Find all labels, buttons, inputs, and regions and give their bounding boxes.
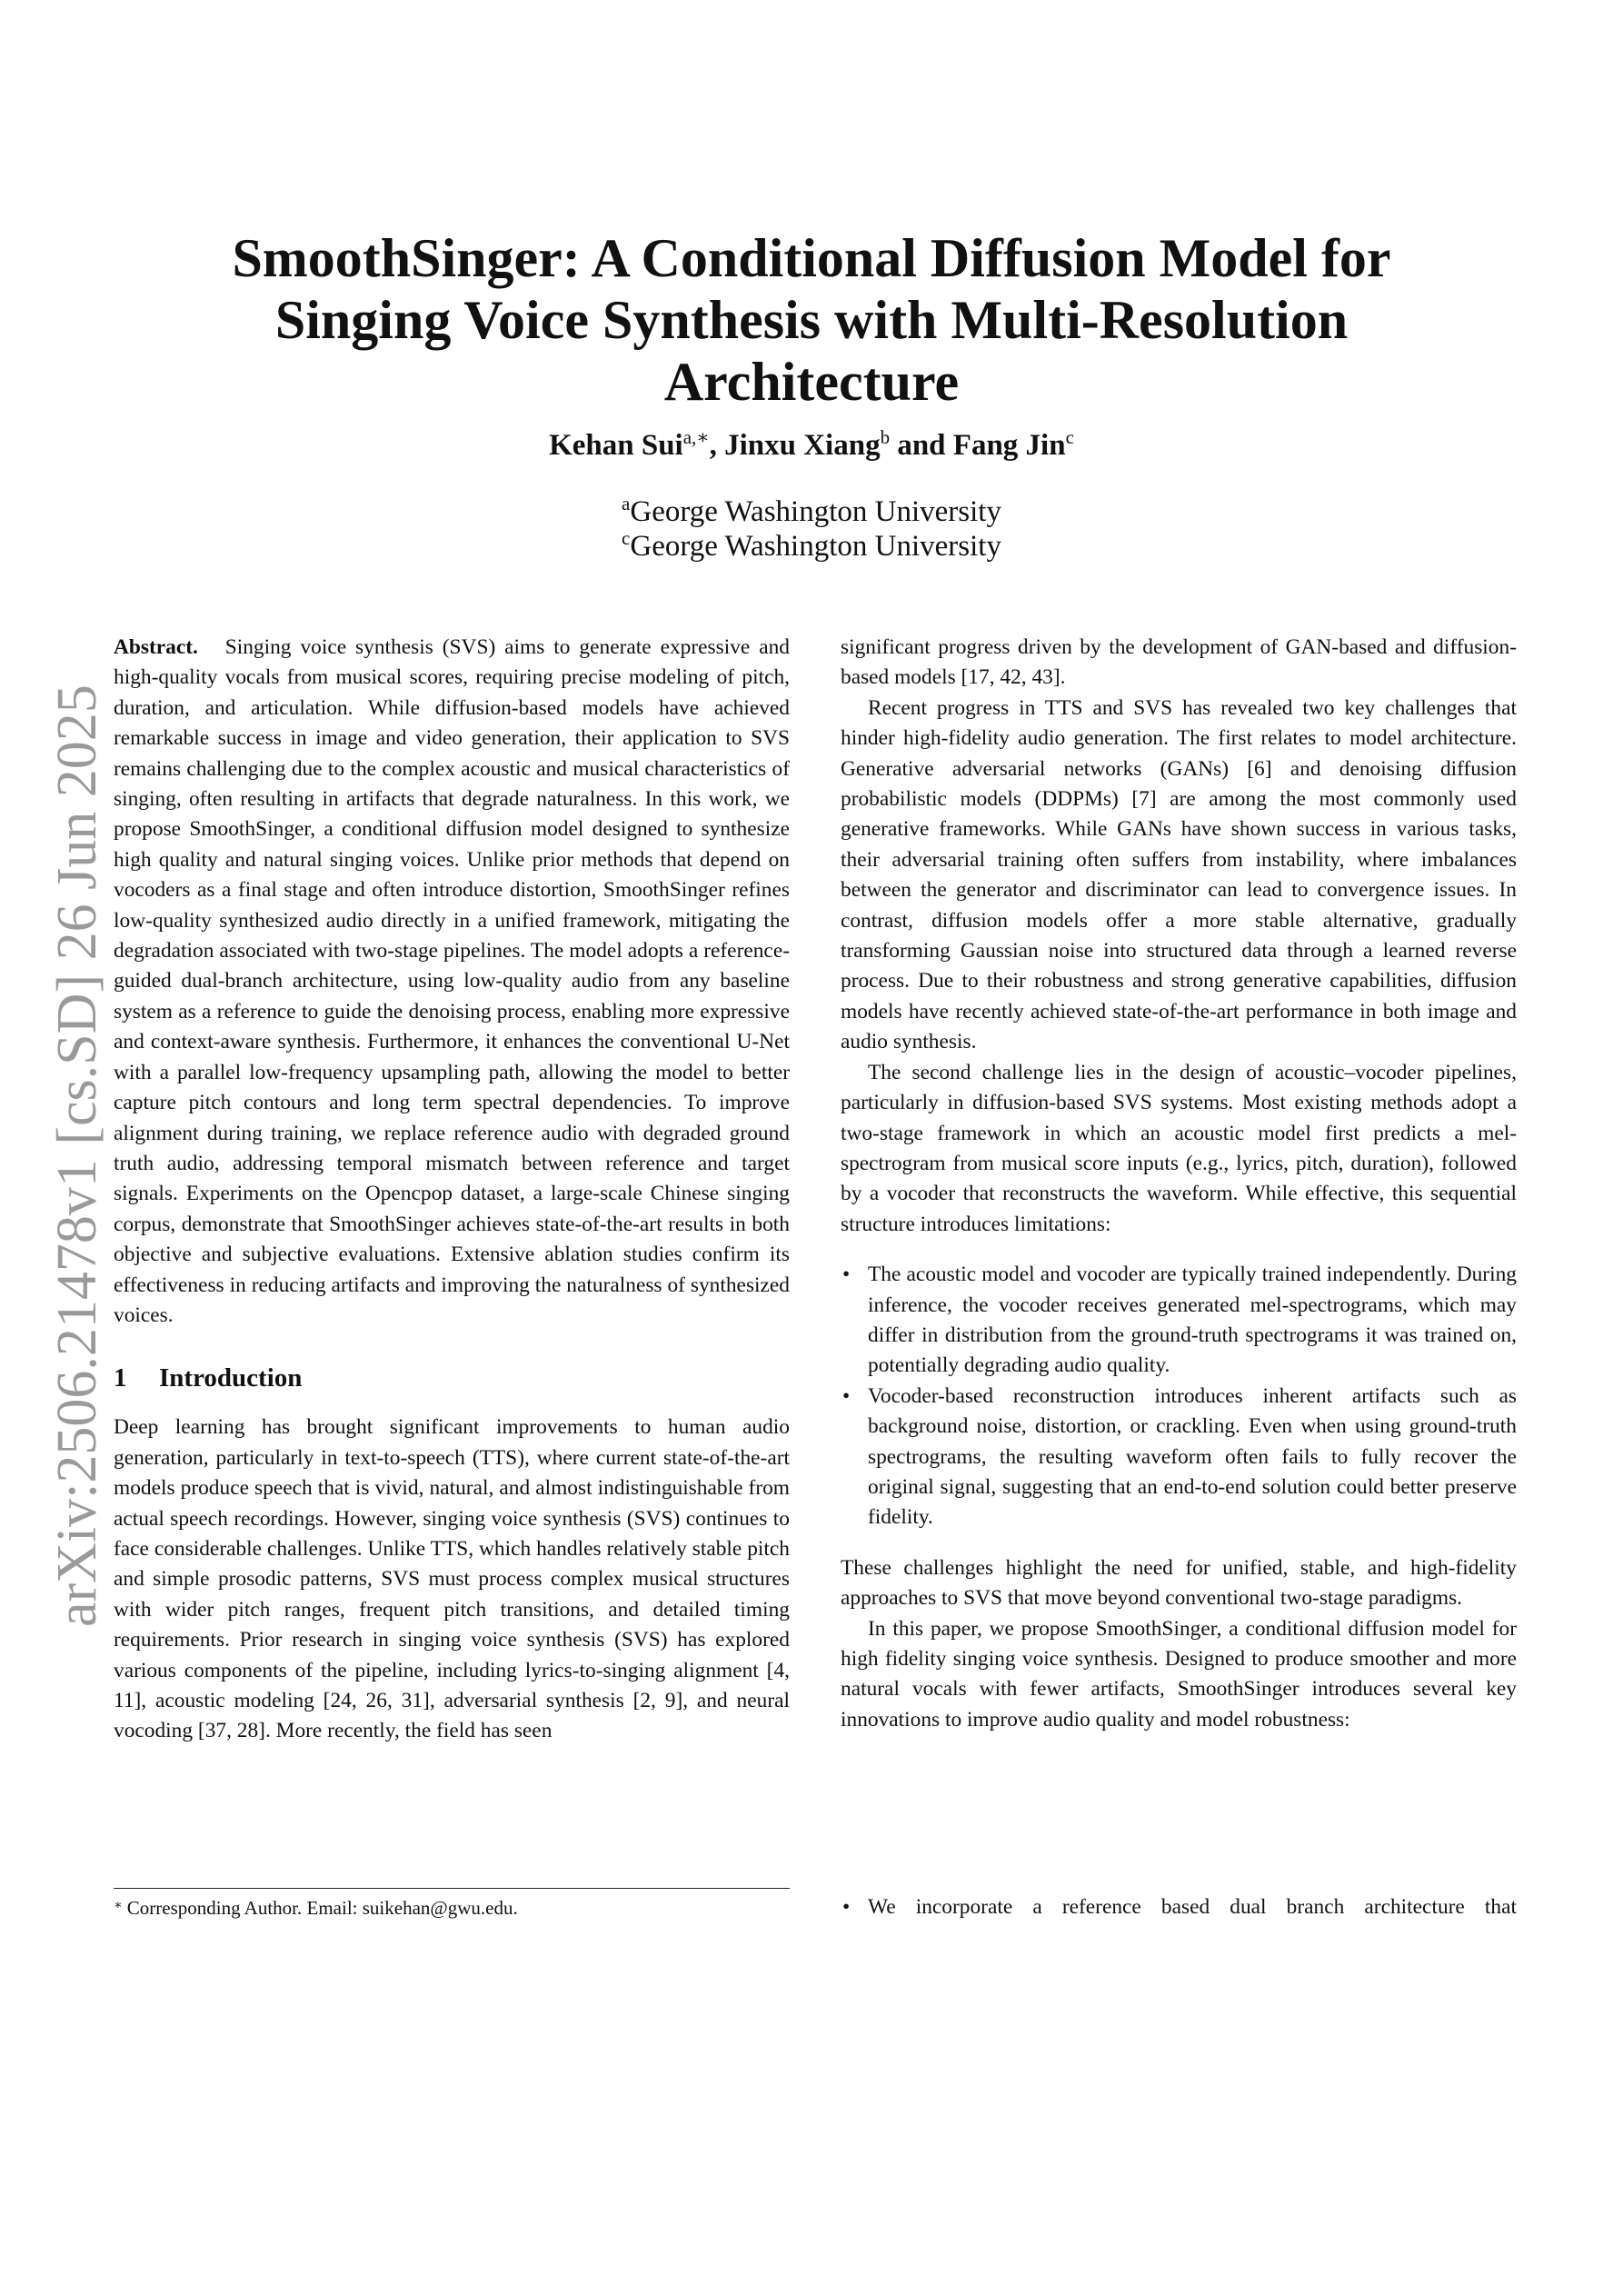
left-column	[114, 633, 790, 1747]
author-separator: ,	[709, 429, 725, 462]
bullet-list	[841, 1260, 1517, 1533]
bullet-item	[841, 1260, 1517, 1382]
bullet-icon: •	[842, 1895, 851, 1919]
bullet-text: The acoustic model and vocoder are typically trained independently. During inference, the vocoder receives generated mel-spectrograms, which may differ in distribution from the ground-truth spectrograms it was trained on, potentially degrading audio quality.	[868, 1263, 1517, 1378]
affiliation	[127, 494, 1496, 529]
bullet-text: Vocoder-based reconstruction introduces inherent artifacts such as background noise, distortion, or crackling. Even when using ground-truth spectrograms, the resulting waveform often fails to fully recover the original signal, suggesting that an end-to-end solution could better preserve fidelity.	[868, 1383, 1517, 1530]
abstract-label: Abstract.	[114, 635, 198, 659]
paragraph: These challenges highlight the need for unified, stable, and high-fidelity approaches to SVS that move beyond conventional two-stage paradigms.	[841, 1555, 1517, 1611]
paper-title	[127, 227, 1496, 413]
author-name: Kehan Sui	[549, 429, 683, 462]
paragraph: In this paper, we propose SmoothSinger, a conditional diffusion model for high fidelity singing voice synthesis. Designed to produce smoother and more natural vocals with fewer artifacts, SmoothSinger introduces several key innovations to improve audio quality and model robustness:	[841, 1616, 1517, 1732]
bullet-text: We incorporate a reference based dual branch architecture that	[868, 1895, 1517, 1919]
section-title: Introduction	[159, 1363, 303, 1393]
footnote-text: Corresponding Author. Email: suikehan@gwu.edu.	[126, 1897, 518, 1919]
author-separator: and	[890, 429, 953, 462]
title-line: Architecture	[663, 352, 960, 412]
bullet-item	[841, 1382, 1517, 1533]
author-affiliation-mark: c	[1065, 426, 1074, 448]
author-name: Fang Jin	[952, 429, 1066, 462]
affiliation-mark: a	[622, 493, 631, 514]
section-heading-introduction	[114, 1362, 790, 1394]
arxiv-identifier: arXiv:2506.21478v1 [cs.SD] 26 Jun 2025	[46, 684, 108, 1627]
section-number: 1	[114, 1363, 127, 1393]
paragraph: significant progress driven by the development of GAN-based and diffusion-based models [17, 42, 43].	[841, 635, 1517, 690]
author-affiliation-mark: a,∗	[682, 426, 710, 448]
author-name: Jinxu Xiang	[724, 429, 881, 462]
paragraph: Deep learning has brought significant improvements to human audio generation, particularly in text-to-speech (TTS), where current state-of-the-art models produce speech that is vivid, natural, and almost indistinguishable from actual speech recordings. However, singing voice synthesis (SVS) continues to face considerable challenges. Unlike TTS, which handles relatively stable pitch and simple prosodic patterns, SVS must process complex musical structures with wider pitch ranges, frequent pitch transitions, and detailed timing requirements. Prior research in singing voice synthesis (SVS) has explored various components of the pipeline, including lyrics-to-singing alignment [4, 11], acoustic modeling [24, 26, 31], adversarial synthesis [2, 9], and neural vocoding [37, 28]. More recently, the field has seen	[114, 1415, 790, 1743]
footnote-mark: ∗	[114, 1899, 123, 1912]
title-line: SmoothSinger: A Conditional Diffusion Model for	[232, 228, 1391, 288]
affiliation	[127, 529, 1496, 564]
title-line: Singing Voice Synthesis with Multi-Resolution	[274, 290, 1349, 350]
bullet-item	[841, 1892, 1517, 1922]
bullet-icon: •	[842, 1263, 851, 1287]
affiliation-list	[127, 494, 1496, 564]
affiliation-mark: c	[622, 527, 631, 549]
author-affiliation-mark: b	[880, 426, 891, 448]
right-column	[841, 633, 1517, 1735]
affiliation-name: George Washington University	[630, 530, 1001, 563]
footnote	[114, 1895, 790, 1921]
paragraph: Recent progress in TTS and SVS has revealed two key challenges that hinder high-fidelity audio generation. The first relates to model architecture. Generative adversarial networks (GANs) [6] and denoising diffusion probabilistic models (DDPMs) [7] are among the most commonly used generative frameworks. While GANs have shown success in various tasks, their adversarial training often suffers from instability, where imbalances between the generator and discriminator can lead to convergence issues. In contrast, diffusion models offer a more stable alternative, gradually transforming Gaussian noise into structured data through a learned reverse process. Due to their robustness and strong generative capabilities, diffusion models have recently achieved state-of-the-art performance in both image and audio synthesis.	[841, 695, 1517, 1054]
bullet-icon: •	[842, 1383, 851, 1408]
abstract-text: Singing voice synthesis (SVS) aims to generate expressive and high-quality vocals from musical scores, requiring precise modeling of pitch, duration, and articulation. While diffusion-based models have achieved remarkable success in image and video generation, their application to SVS remains challenging due to the complex acoustic and musical characteristics of singing, often resulting in artifacts that degrade naturalness. In this work, we propose SmoothSinger, a conditional diffusion model designed to synthesize high quality and natural singing voices. Unlike prior methods that depend on vocoders as a final stage and often introduce distortion, SmoothSinger refines low-quality synthesized audio directly in a unified framework, mitigating the degradation associated with two-stage pipelines. The model adopts a reference-guided dual-branch architecture, using low-quality audio from any baseline system as a reference to guide the denoising process, enabling more expressive and context-aware synthesis. Furthermore, it enhances the conventional U-Net with a parallel low-frequency upsampling path, allowing the model to better capture pitch contours and long term spectral dependencies. To improve alignment during training, we replace reference audio with degraded ground truth audio, addressing temporal mismatch between reference and target signals. Experiments on the Opencpop dataset, a large-scale Chinese singing corpus, demonstrate that SmoothSinger achieves state-of-the-art results in both objective and subjective evaluations. Extensive ablation studies confirm its effectiveness in reducing artifacts and improving the naturalness of synthesized voices.	[114, 635, 791, 1327]
author-list	[127, 427, 1496, 464]
abstract	[114, 633, 790, 1331]
paragraph: The second challenge lies in the design of acoustic–vocoder pipelines, particularly in diffusion-based SVS systems. Most existing methods adopt a two-stage framework in which an acoustic model first predicts a mel-spectrogram from musical score inputs (e.g., lyrics, pitch, duration), followed by a vocoder that reconstructs the waveform. While effective, this sequential structure introduces limitations:	[841, 1060, 1517, 1236]
footnote-rule	[114, 1888, 790, 1889]
affiliation-name: George Washington University	[630, 495, 1001, 528]
